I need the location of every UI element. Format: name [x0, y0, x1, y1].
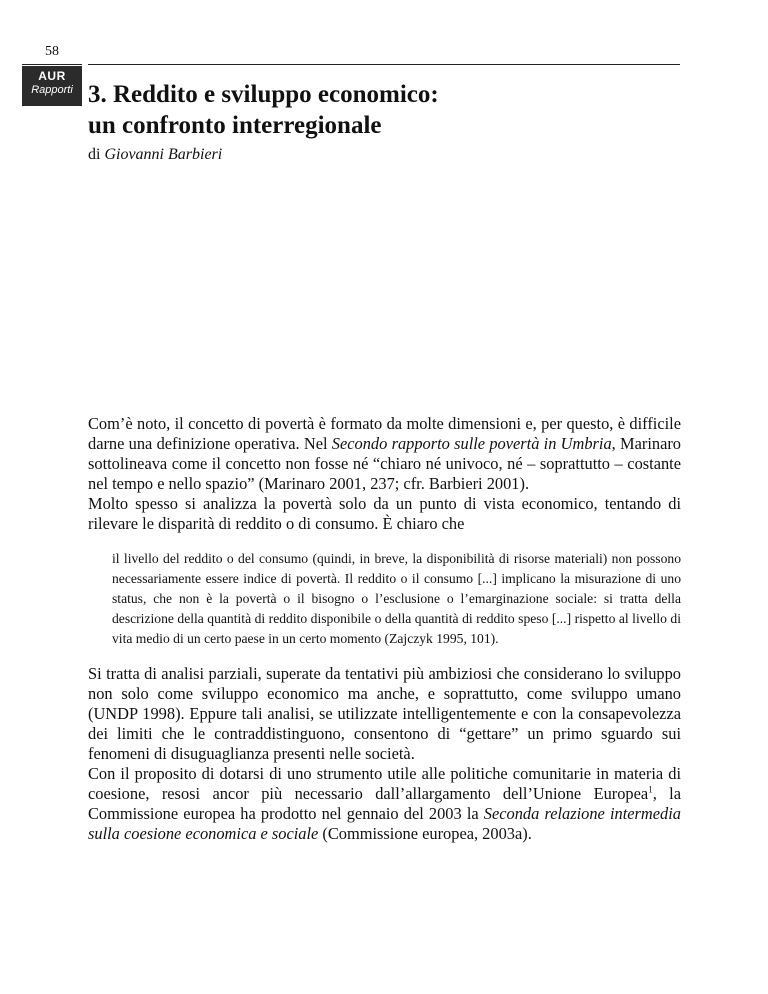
paragraph-1-italic: Secondo rapporto sulle povertà in Umbria — [331, 434, 612, 453]
chapter-title-line-2: un confronto interregionale — [88, 112, 382, 139]
author-name: Giovanni Barbieri — [104, 146, 223, 163]
series-abbr: AUR — [38, 69, 66, 83]
paragraph-4 — [88, 764, 681, 844]
paragraph-4-text-a: Con il proposito di dotarsi di uno strumento utile alle politiche comunitarie in materia di coesione, resosi ancor più necessario dall’allargamento dell’Unione Europea — [88, 764, 681, 803]
paragraph-4-text-b: , la Commissione europea ha prodotto nel gennaio del 2003 la — [88, 784, 682, 823]
series-badge — [22, 66, 82, 106]
byline-prefix: di — [88, 146, 101, 163]
paragraph-3: Si tratta di analisi parziali, superate da tentativi più ambiziosi che considerano lo sviluppo non solo come sviluppo economico ma anche, e soprattutto, come sviluppo umano (UNDP 1998). Eppure tali analisi, se utilizzate intelligentemente e con la consapevolezza dei limiti che le contraddistinguono, consentono di “gettare” un primo sguardo sui fenomeni di disuguaglianza presenti nelle società. — [88, 664, 681, 763]
paragraph-4-text-c: (Commissione europea, 2003a). — [318, 824, 532, 843]
paragraph-1-text-b: , Marinaro sottolineava come il concetto non fosse né “chiaro né univoco, né – soprattutto – costante nel tempo e nello spazio” (Marinaro 2001, 237; cfr. Barbieri 2001). — [88, 434, 681, 493]
header-rule — [88, 64, 680, 65]
byline — [88, 146, 222, 164]
paragraph-1 — [88, 414, 681, 494]
paragraph-2: Molto spesso si analizza la povertà solo da un punto di vista economico, tentando di rilevare le disparità di reddito o di consumo. È chiaro che — [88, 494, 681, 533]
footnote-ref[interactable]: 1 — [648, 784, 653, 795]
chapter-title — [88, 79, 648, 141]
paragraph-1-text-a: Com’è noto, il concetto di povertà è formato da molte dimensioni e, per questo, è difficile darne una definizione operativa. Nel — [88, 414, 681, 453]
body-text — [88, 414, 681, 844]
series-name: Rapporti — [31, 84, 73, 96]
page-number: 58 — [45, 44, 59, 59]
header-rule-left — [22, 64, 82, 65]
chapter-title-line-1: 3. Reddito e sviluppo economico: — [88, 81, 439, 108]
block-quote: il livello del reddito o del consumo (quindi, in breve, la disponibilità di risorse materiali) non possono necessariamente essere indice di povertà. Il reddito o il consumo [...] implicano la misurazione di uno status, che non è la povertà o il bisogno o l’esclusione o l’emarginazione sociale: si tratta della descrizione della quantità di reddito disponibile o della quantità di reddito speso [...] rispetto al livello di vita medio di un certo paese in un certo momento (Zajczyk 1995, 101). — [112, 551, 681, 646]
paragraph-4-italic: Seconda relazione intermedia sulla coesione economica e sociale — [88, 804, 681, 843]
